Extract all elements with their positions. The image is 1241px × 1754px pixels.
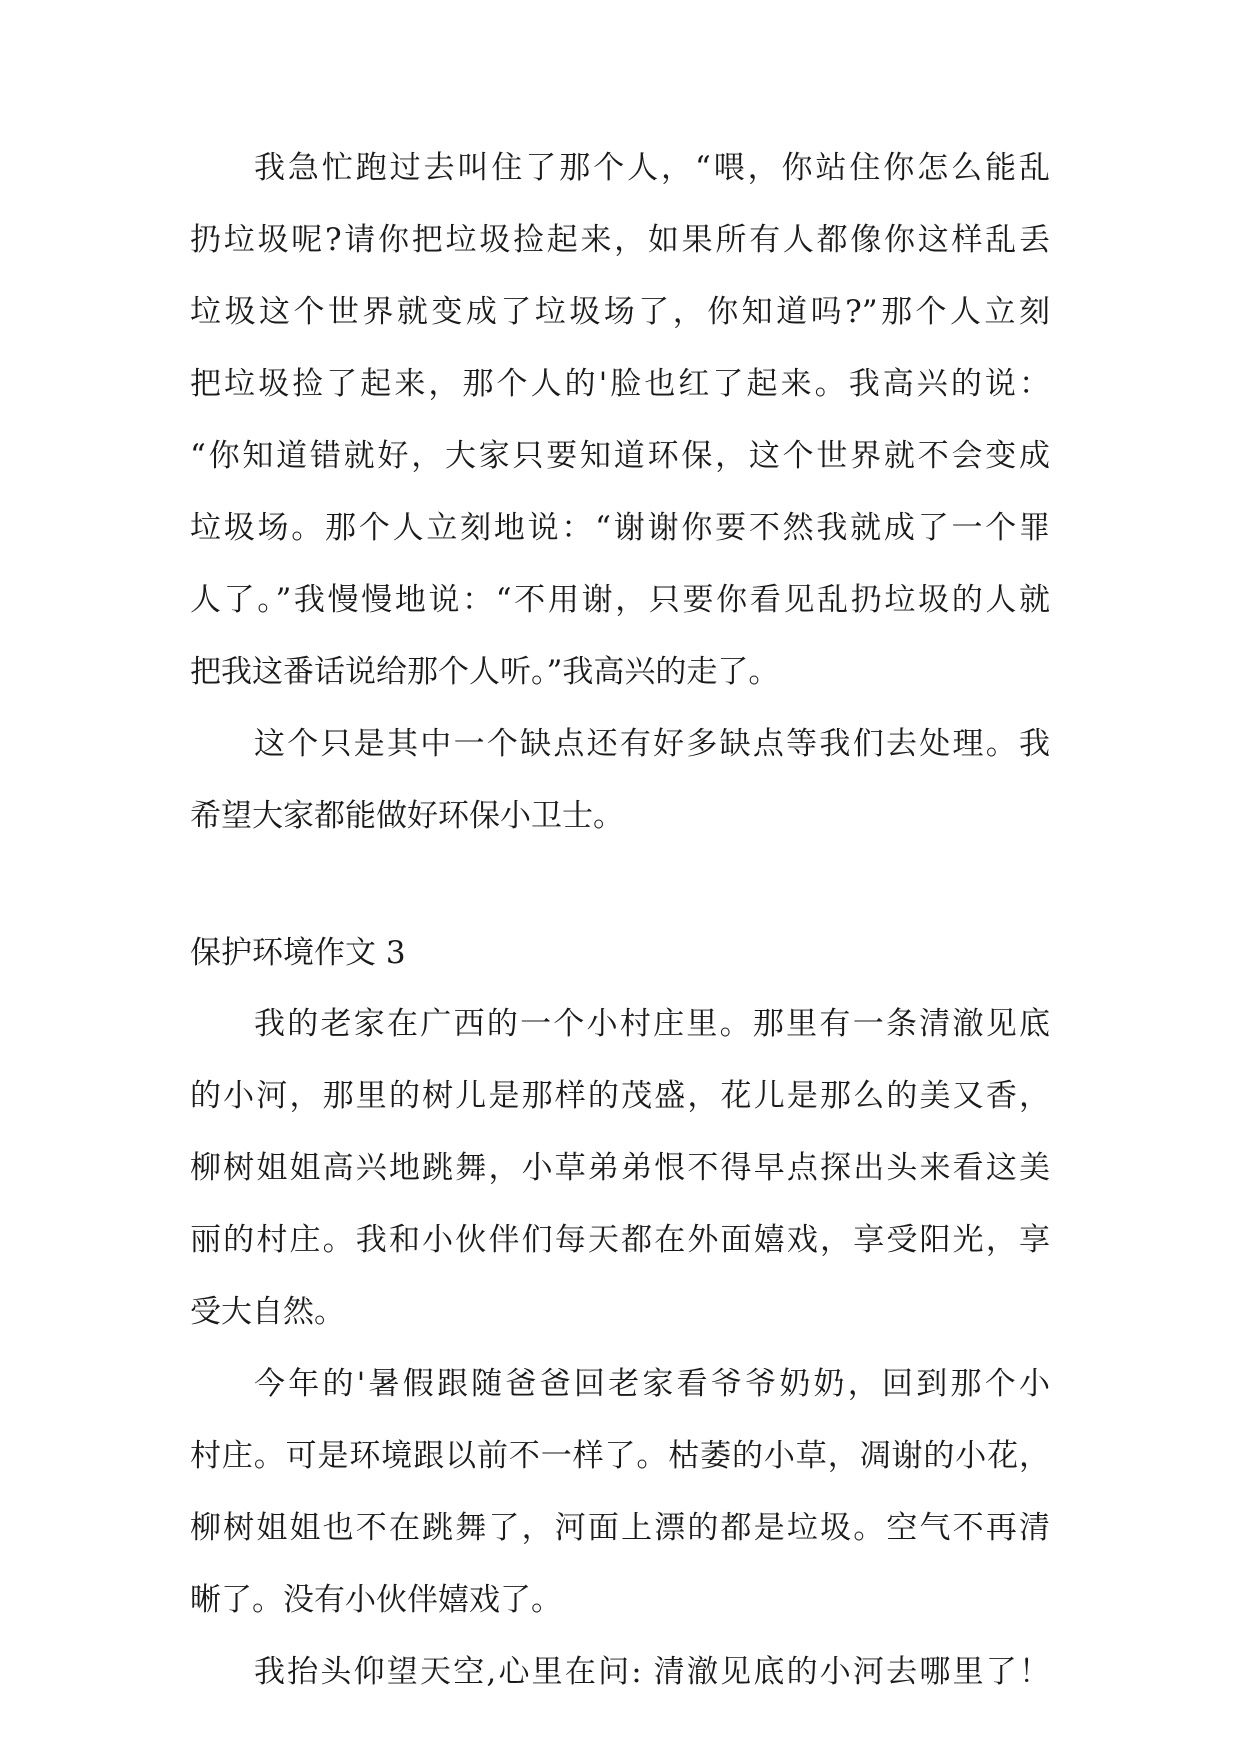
paragraph-1-line-3: 垃圾这个世界就变成了垃圾场了，你知道吗?”那个人立刻 [190, 294, 1050, 330]
paragraph-1-line-4: 把垃圾捡了起来，那个人的'脸也红了起来。我高兴的说： [190, 366, 1050, 402]
section-paragraph-2-line-4: 晰了。没有小伙伴嬉戏了。 [190, 1582, 562, 1618]
paragraph-1-line-5: “你知道错就好，大家只要知道环保，这个世界就不会变成 [190, 438, 1050, 474]
section-paragraph-1-line-5: 受大自然。 [190, 1294, 345, 1330]
paragraph-1-line-2: 扔垃圾呢?请你把垃圾捡起来，如果所有人都像你这样乱丢 [190, 222, 1050, 258]
section-paragraph-1-line-3: 柳树姐姐高兴地跳舞，小草弟弟恨不得早点探出头来看这美 [190, 1150, 1050, 1186]
section-paragraph-2-line-3: 柳树姐姐也不在跳舞了，河面上漂的都是垃圾。空气不再清 [190, 1510, 1050, 1546]
section-paragraph-1-line-4: 丽的村庄。我和小伙伴们每天都在外面嬉戏，享受阳光，享 [190, 1222, 1050, 1258]
paragraph-2-line-2: 希望大家都能做好环保小卫士。 [190, 798, 624, 834]
paragraph-1-line-7: 人了。”我慢慢地说：“不用谢，只要你看见乱扔垃圾的人就 [190, 582, 1050, 618]
section-paragraph-3-line-1: 我抬头仰望天空,心里在问: 清澈见底的小河去哪里了！ [254, 1654, 1050, 1690]
section-heading: 保护环境作文 3 [190, 935, 406, 971]
section-paragraph-1-line-1: 我的老家在广西的一个小村庄里。那里有一条清澈见底 [254, 1006, 1050, 1042]
paragraph-1-line-1: 我急忙跑过去叫住了那个人，“喂，你站住你怎么能乱 [254, 150, 1050, 186]
section-paragraph-2-line-2: 村庄。可是环境跟以前不一样了。枯萎的小草，凋谢的小花， [190, 1438, 1050, 1474]
section-paragraph-2-line-1: 今年的'暑假跟随爸爸回老家看爷爷奶奶，回到那个小 [254, 1366, 1050, 1402]
paragraph-2-line-1: 这个只是其中一个缺点还有好多缺点等我们去处理。我 [254, 726, 1050, 762]
paragraph-1-line-8: 把我这番话说给那个人听。”我高兴的走了。 [190, 654, 780, 690]
paragraph-1-line-6: 垃圾场。那个人立刻地说：“谢谢你要不然我就成了一个罪 [190, 510, 1050, 546]
section-paragraph-1-line-2: 的小河，那里的树儿是那样的茂盛，花儿是那么的美又香， [190, 1078, 1050, 1114]
